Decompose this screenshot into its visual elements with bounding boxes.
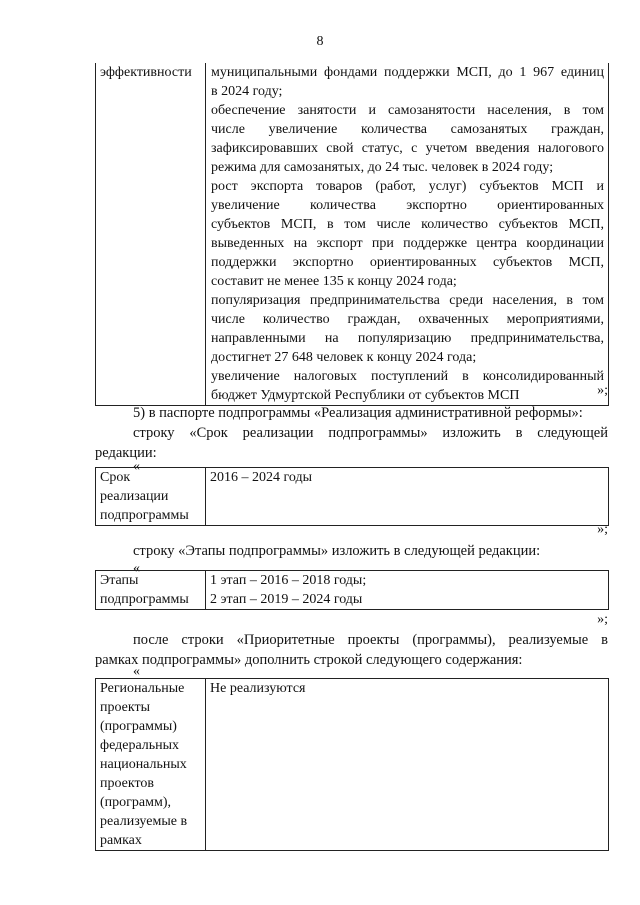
label-line: Региональные [100,681,185,696]
table-line: субъектов МСП, в том числе количество субъектов МСП, [211,217,604,232]
table-line: бюджет Удмуртской Республики от субъектов МСП [211,388,520,403]
regional-projects-value: Не реализуются [206,679,609,851]
opening-quote: « [133,664,140,679]
section-5-instruction-1: строку «Срок реализации подпрограммы» изложить в следующей редакции: [95,425,608,461]
table-line: числе количество граждан, охваченных мероприятиями, [211,312,604,327]
label-line: рамках [100,833,142,848]
row-value [206,63,609,406]
closing-quote: »; [597,383,608,398]
stages-instruction: строку «Этапы подпрограммы» изложить в следующей редакции: [133,543,541,559]
table-row [96,63,609,406]
closing-quote: »; [597,522,608,537]
table-line: составит не менее 135 к концу 2024 года; [211,274,457,289]
table-line: популяризация предпринимательства среди населения, в том [211,293,604,308]
table-line: зафиксировавших свой статус, с учетом введения налогового [211,141,604,156]
regional-projects-label [96,679,206,851]
table-row [96,571,609,610]
table-line: выведенных на экспорт при поддержке центра координации [211,236,604,251]
table-line: обеспечение занятости и самозанятости населения, в том [211,103,604,118]
priority-instruction: после строки «Приоритетные проекты (программы), реализуемые в рамках подпрограммы» дополнить строкой следующего содержания: [95,632,608,668]
section-5-heading: 5) в паспорте подпрограммы «Реализация административной реформы»: [133,405,583,421]
opening-quote: « [133,459,140,474]
row-label: эффективности [96,63,206,406]
stages-table [95,570,609,610]
opening-quote: « [133,561,140,576]
label-line: национальных [100,757,187,772]
label-line: проекты [100,700,151,715]
term-value: 2016 – 2024 годы [206,468,609,526]
table-line: достигнет 27 648 человек к концу 2024 года; [211,350,477,365]
table-line: числе увеличение количества самозанятых граждан, [211,122,604,137]
label-line: проектов [100,776,155,791]
label-line: (программы) [100,719,177,734]
table-line: режима для самозанятых, до 24 тыс. человек в 2024 году; [211,160,554,175]
continued-passport-table [95,63,609,406]
label-line: (программ), [100,795,171,810]
term-label: Срок реализации подпрограммы [96,468,206,526]
table-line: в 2024 году; [211,84,283,99]
label-line: реализуемые в [100,814,188,829]
table-line: поддержки экспортно ориентированных субъектов МСП, [211,255,604,270]
regional-projects-table [95,678,609,851]
label-line: федеральных [100,738,180,753]
row-value-lines [211,63,604,405]
term-table [95,467,609,526]
closing-quote: »; [597,612,608,627]
table-line: рост экспорта товаров (работ, услуг) субъектов МСП и [211,179,604,194]
table-line: муниципальными фондами поддержки МСП, до 1 967 единиц [211,65,604,80]
page-number: 8 [316,34,324,49]
table-line: направленными на популяризацию предпринимательства, [211,331,604,346]
table-line: увеличение количества экспортно ориентированных [211,198,604,213]
stages-value: 1 этап – 2016 – 2018 годы; 2 этап – 2019 – 2024 годы [206,571,609,610]
stages-label: Этапы подпрограммы [96,571,206,610]
table-row [96,679,609,851]
table-row [96,468,609,526]
table-line: увеличение налоговых поступлений в консолидированный [211,369,604,384]
